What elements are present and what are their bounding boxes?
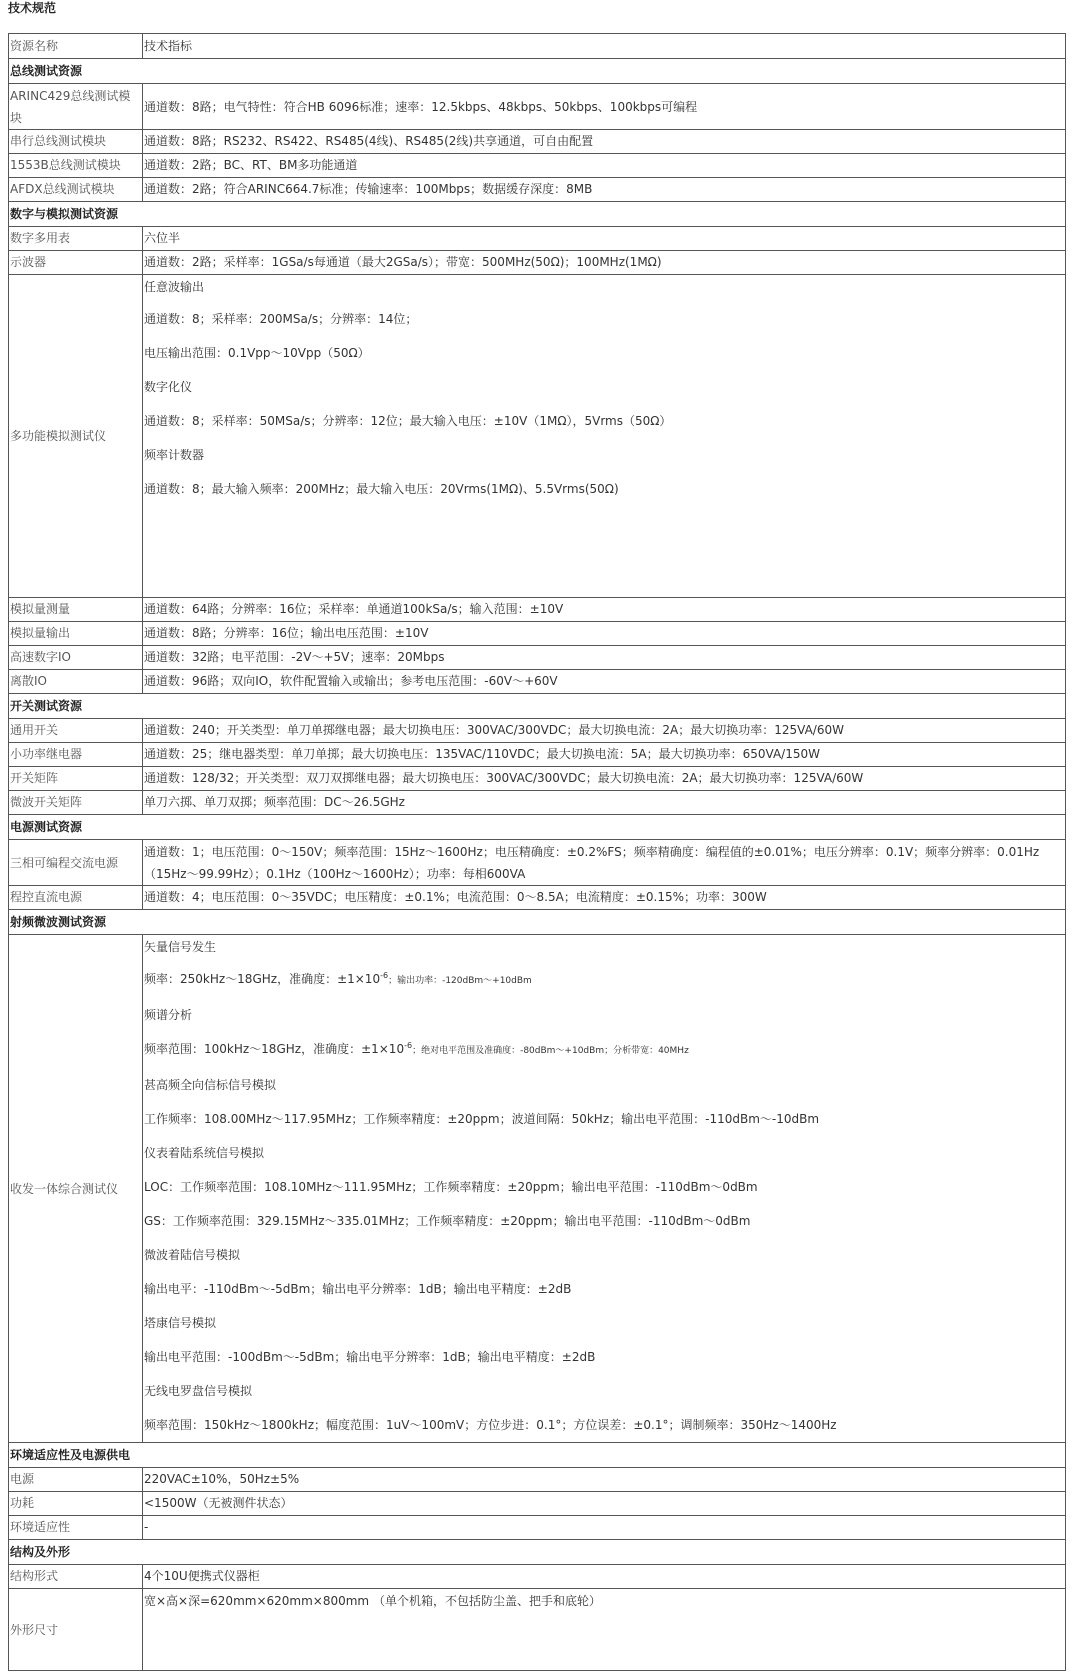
resource-spec: 通道数：64路；分辨率：16位；采样率：单通道100kSa/s；输入范围：±10V	[143, 598, 1066, 622]
resource-name: 离散IO	[9, 670, 143, 694]
table-row	[9, 743, 1066, 767]
spec-line: 微波着陆信号模拟	[144, 1248, 241, 1262]
resource-name: 数字多用表	[9, 227, 143, 251]
resource-spec: 通道数：4；电压范围：0～35VDC；电压精度：±0.1%；电流范围：0～8.5A；电流精度：±0.15%；功率：300W	[143, 886, 1066, 910]
spec-line: 频谱分析	[144, 1008, 193, 1022]
section-title-power: 电源测试资源	[9, 815, 1066, 840]
table-row	[9, 622, 1066, 646]
table-row	[9, 1565, 1066, 1589]
spec-line: 仪表着陆系统信号模拟	[144, 1146, 265, 1160]
resource-name: 开关矩阵	[9, 767, 143, 791]
table-row	[9, 227, 1066, 251]
table-row	[9, 935, 1066, 1443]
resource-spec: 通道数：8路；RS232、RS422、RS485(4线)、RS485(2线)共享通道，可自由配置	[143, 130, 1066, 154]
resource-name: 程控直流电源	[9, 886, 143, 910]
spec-line: LOC：工作频率范围：108.10MHz～111.95MHz；工作频率精度：±20ppm；输出电平范围：-110dBm～0dBm	[144, 1180, 758, 1194]
table-row	[9, 251, 1066, 275]
resource-name: 通用开关	[9, 719, 143, 743]
spec-line: 输出电平范围：-100dBm～-5dBm；输出电平分辨率：1dB；输出电平精度：±2dB	[144, 1350, 596, 1364]
resource-name: 三相可编程交流电源	[9, 840, 143, 886]
resource-name: 微波开关矩阵	[9, 791, 143, 815]
section-row	[9, 202, 1066, 227]
spec-line: 任意波输出	[144, 280, 205, 294]
table-row	[9, 275, 1066, 598]
resource-name: 小功率继电器	[9, 743, 143, 767]
table-header-row	[9, 34, 1066, 59]
table-row	[9, 646, 1066, 670]
spec-table	[8, 33, 1066, 1671]
spec-line: 甚高频全向信标信号模拟	[144, 1078, 277, 1092]
exponent: -6	[380, 971, 389, 980]
table-row	[9, 130, 1066, 154]
section-title-digital-analog: 数字与模拟测试资源	[9, 202, 1066, 227]
resource-name: 1553B总线测试模块	[9, 154, 143, 178]
table-row	[9, 719, 1066, 743]
resource-spec: 通道数：1；电压范围：0～150V；频率范围：15Hz～1600Hz；电压精确度：±0.2%FS；频率精确度：编程值的±0.01%；电压分辨率：0.1V；频率分辨率：0.01Hz（15Hz～99.99Hz）；0.1Hz（100Hz～1600Hz）；功率：每相600VA	[143, 840, 1066, 886]
resource-spec: -	[143, 1516, 1066, 1540]
spec-line: 通道数：8；采样率：50MSa/s；分辨率：12位；最大输入电压：±10V（1MΩ），5Vrms（50Ω）	[144, 414, 672, 428]
spec-line: 宽×高×深=620mm×620mm×800mm （单个机箱，不包括防尘盖、把手和底轮）	[144, 1594, 601, 1608]
spec-line: 塔康信号模拟	[144, 1316, 217, 1330]
spec-line: 工作频率：108.00MHz～117.95MHz；工作频率精度：±20ppm；波道间隔：50kHz；输出电平范围：-110dBm～-10dBm	[144, 1112, 820, 1126]
resource-name: ARINC429总线测试模块	[9, 84, 143, 130]
spec-line: 数字化仪	[144, 380, 193, 394]
page-title: 技术规范	[8, 1, 57, 15]
resource-spec: <1500W（无被测件状态）	[143, 1492, 1066, 1516]
header-col-resource: 资源名称	[9, 34, 143, 59]
resource-spec: 220VAC±10%，50Hz±5%	[143, 1468, 1066, 1492]
spec-line: 通道数：8；最大输入频率：200MHz；最大输入电压：20Vrms(1MΩ)、5.5Vrms(50Ω)	[144, 482, 619, 496]
section-row	[9, 694, 1066, 719]
section-title-bus: 总线测试资源	[9, 59, 1066, 84]
section-title-switch: 开关测试资源	[9, 694, 1066, 719]
spec-line	[144, 1032, 1064, 1068]
resource-name: 环境适应性	[9, 1516, 143, 1540]
spec-text-small: ；绝对电平范围及准确度：-80dBm～+10dBm；分析带宽：40MHz	[412, 1046, 689, 1056]
section-row	[9, 815, 1066, 840]
resource-spec: 通道数：2路；BC、RT、BM多功能通道	[143, 154, 1066, 178]
section-row	[9, 1443, 1066, 1468]
resource-spec	[143, 1589, 1066, 1671]
resource-spec: 通道数：128/32；开关类型：双刀双掷继电器；最大切换电压：300VAC/300VDC；最大切换电流：2A；最大切换功率：125VA/60W	[143, 767, 1066, 791]
section-row	[9, 910, 1066, 935]
resource-spec: 通道数：25；继电器类型：单刀单掷；最大切换电压：135VAC/110VDC；最大切换电流：5A；最大切换功率：650VA/150W	[143, 743, 1066, 767]
resource-name: 模拟量输出	[9, 622, 143, 646]
section-title-rf: 射频微波测试资源	[9, 910, 1066, 935]
resource-name: 多功能模拟测试仪	[9, 275, 143, 598]
resource-name: 高速数字IO	[9, 646, 143, 670]
resource-spec: 通道数：8路；电气特性：符合HB 6096标准；速率：12.5kbps、48kbps、50kbps、100kbps可编程	[143, 84, 1066, 130]
resource-spec: 通道数：240；开关类型：单刀单掷继电器；最大切换电压：300VAC/300VDC；最大切换电流：2A；最大切换功率：125VA/60W	[143, 719, 1066, 743]
resource-spec: 六位半	[143, 227, 1066, 251]
resource-name: 功耗	[9, 1492, 143, 1516]
resource-name: 示波器	[9, 251, 143, 275]
resource-spec: 通道数：8路；分辨率：16位；输出电压范围：±10V	[143, 622, 1066, 646]
resource-spec: 4个10U便携式仪器柜	[143, 1565, 1066, 1589]
table-row	[9, 670, 1066, 694]
spec-line: GS：工作频率范围：329.15MHz～335.01MHz；工作频率精度：±20ppm；输出电平范围：-110dBm～0dBm	[144, 1214, 751, 1228]
table-row	[9, 178, 1066, 202]
table-row	[9, 598, 1066, 622]
resource-name: 电源	[9, 1468, 143, 1492]
resource-spec: 通道数：96路；双向IO，软件配置输入或输出；参考电压范围：-60V～+60V	[143, 670, 1066, 694]
table-row	[9, 767, 1066, 791]
table-row	[9, 1516, 1066, 1540]
table-row	[9, 154, 1066, 178]
resource-name: 模拟量测量	[9, 598, 143, 622]
table-row	[9, 1492, 1066, 1516]
spec-text: 频率：250kHz～18GHz，准确度：±1×10	[144, 972, 381, 986]
spec-line	[144, 962, 1064, 998]
spec-text-small: ；输出功率：-120dBm～+10dBm	[388, 976, 532, 986]
spec-line: 频率计数器	[144, 448, 205, 462]
spec-text: 频率范围：100kHz～18GHz，准确度：±1×10	[144, 1042, 405, 1056]
resource-name: 结构形式	[9, 1565, 143, 1589]
table-row	[9, 84, 1066, 130]
section-row	[9, 59, 1066, 84]
resource-spec: 通道数：32路；电平范围：-2V～+5V；速率：20Mbps	[143, 646, 1066, 670]
resource-spec	[143, 275, 1066, 598]
section-row	[9, 1540, 1066, 1565]
resource-spec: 单刀六掷、单刀双掷；频率范围：DC～26.5GHz	[143, 791, 1066, 815]
resource-name: 串行总线测试模块	[9, 130, 143, 154]
table-row	[9, 1468, 1066, 1492]
table-row	[9, 1589, 1066, 1671]
resource-spec: 通道数：2路；符合ARINC664.7标准；传输速率：100Mbps；数据缓存深度：8MB	[143, 178, 1066, 202]
resource-spec: 通道数：2路；采样率：1GSa/s每通道（最大2GSa/s）；带宽：500MHz(50Ω)；100MHz(1MΩ)	[143, 251, 1066, 275]
resource-name: 收发一体综合测试仪	[9, 935, 143, 1443]
spec-line: 无线电罗盘信号模拟	[144, 1384, 253, 1398]
section-title-env: 环境适应性及电源供电	[9, 1443, 1066, 1468]
resource-name: 外形尺寸	[9, 1589, 143, 1671]
section-title-structure: 结构及外形	[9, 1540, 1066, 1565]
spec-line: 矢量信号发生	[144, 940, 217, 954]
resource-spec	[143, 935, 1066, 1443]
spec-line: 电压输出范围：0.1Vpp～10Vpp（50Ω）	[144, 346, 370, 360]
table-row	[9, 791, 1066, 815]
spec-line: 频率范围：150kHz～1800kHz；幅度范围：1uV～100mV；方位步进：0.1°；方位误差：±0.1°；调制频率：350Hz～1400Hz	[144, 1418, 837, 1432]
resource-name: AFDX总线测试模块	[9, 178, 143, 202]
spec-line: 输出电平：-110dBm～-5dBm；输出电平分辨率：1dB；输出电平精度：±2dB	[144, 1282, 572, 1296]
spec-line: 通道数：8；采样率：200MSa/s；分辨率：14位；	[144, 312, 418, 326]
table-row	[9, 886, 1066, 910]
table-row	[9, 840, 1066, 886]
exponent: -6	[404, 1041, 413, 1050]
header-col-spec: 技术指标	[143, 34, 1066, 59]
